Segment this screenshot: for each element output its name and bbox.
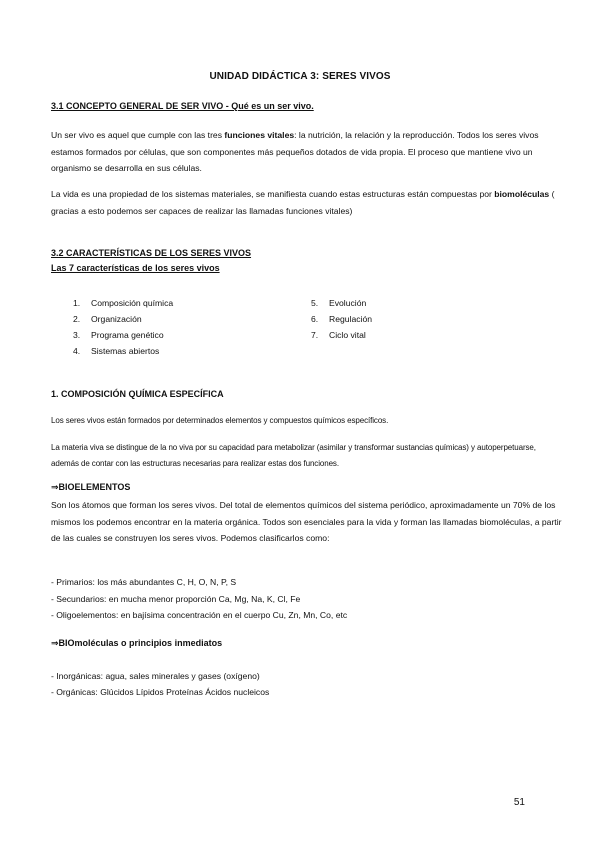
list-label: Regulación — [329, 314, 372, 324]
paragraph-funciones-vitales — [51, 127, 563, 177]
section-heading-caracteristicas: 3.2 CARACTERÍSTICAS DE LOS SERES VIVOS — [51, 248, 252, 258]
list-item — [311, 327, 372, 343]
paragraph-formados-por: Los seres vivos están formados por determinados elementos y compuestos químicos específicos. — [51, 416, 389, 425]
section-heading-concepto: 3.1 CONCEPTO GENERAL DE SER VIVO - Qué es un ser vivo. — [51, 101, 314, 111]
list-number: 4. — [73, 346, 81, 356]
paragraph-text: ( gracias a esto podemos ser capaces de realizar las llamadas funciones vitales) — [51, 189, 555, 216]
list-label: Composición química — [91, 298, 174, 308]
list-item — [311, 311, 372, 327]
list-label: Programa genético — [91, 330, 164, 340]
biomoleculas-heading: ⇒BIOmoléculas o principios inmediatos — [51, 638, 223, 648]
list-item — [73, 295, 173, 311]
list-item — [73, 311, 173, 327]
page-title: UNIDAD DIDÁCTICA 3: SERES VIVOS — [209, 71, 391, 82]
list-item: - Secundarios: en mucha menor proporción Ca, Mg, Na, K, Cl, Fe — [51, 593, 301, 604]
paragraph-bioelementos: Son los átomos que forman los seres vivos. Del total de elementos químicos del sistema periódico, aproximadamente un 70% de los mismos los podemos encontrar en la materia orgánica. Todos son esenciales para la vida y forman las llamadas biomoléculas, a partir de las cuales se construyen los seres vivos. Podemos clasificarlos como: — [51, 500, 562, 543]
section-heading-composicion: 1. COMPOSICIÓN QUÍMICA ESPECÍFICA — [51, 389, 224, 399]
list-number: 7. — [311, 330, 319, 340]
list-item — [73, 327, 173, 343]
paragraph-biomoleculas — [51, 186, 563, 219]
list-item — [311, 295, 372, 311]
list-item: - Oligoelementos: en bajísima concentración en el cuerpo Cu, Zn, Mn, Co, etc — [51, 610, 348, 620]
list-number: 3. — [73, 330, 81, 340]
list-item: - Orgánicas: Glúcidos Lípidos Proteínas Ácidos nucleicos — [51, 687, 270, 697]
bold-term-funciones-vitales: funciones vitales — [224, 130, 295, 140]
list-item: - Primarios: los más abundantes C, H, O, N, P, S — [51, 577, 237, 587]
bold-term-biomoleculas: biomoléculas — [494, 189, 550, 199]
biomoleculas-list — [51, 668, 269, 700]
list-label: Organización — [91, 314, 142, 324]
page-number: 51 — [513, 797, 525, 808]
bioelementos-heading: ⇒BIOELEMENTOS — [51, 482, 131, 492]
characteristics-list-left — [73, 295, 173, 359]
list-label: Ciclo vital — [329, 330, 366, 340]
paragraph-materia-viva: La materia viva se distingue de la no viva por su capacidad para metabolizar (asimilar y transformar sustancias químicas) y autoperpetuarse, además de contar con las estructuras necesarias para realizar estas dos funciones. — [51, 443, 536, 468]
list-number: 6. — [311, 314, 319, 324]
list-item — [73, 343, 173, 359]
characteristics-list-right — [311, 295, 372, 343]
section-subheading-7-caracteristicas: Las 7 características de los seres vivos — [51, 263, 220, 273]
paragraph-text: La vida es una propiedad de los sistemas materiales, se manifiesta cuando estas estructuras están compuestas por — [51, 189, 495, 199]
paragraph-text: : la nutrición, la relación y la reproducción. Todos los seres vivos estamos formados por células, que son componentes más pequeños dotados de vida propia. El proceso que mantiene vivo un organismo se desarrolla en sus células. — [51, 130, 539, 173]
list-number: 1. — [73, 298, 81, 308]
paragraph-text: Un ser vivo es aquel que cumple con las tres — [51, 130, 225, 140]
list-number: 5. — [311, 298, 319, 308]
list-label: Sistemas abiertos — [91, 346, 160, 356]
list-label: Evolución — [329, 298, 367, 308]
list-item: - Inorgánicas: agua, sales minerales y gases (oxígeno) — [51, 671, 260, 681]
bioelementos-list — [51, 574, 347, 624]
list-number: 2. — [73, 314, 81, 324]
